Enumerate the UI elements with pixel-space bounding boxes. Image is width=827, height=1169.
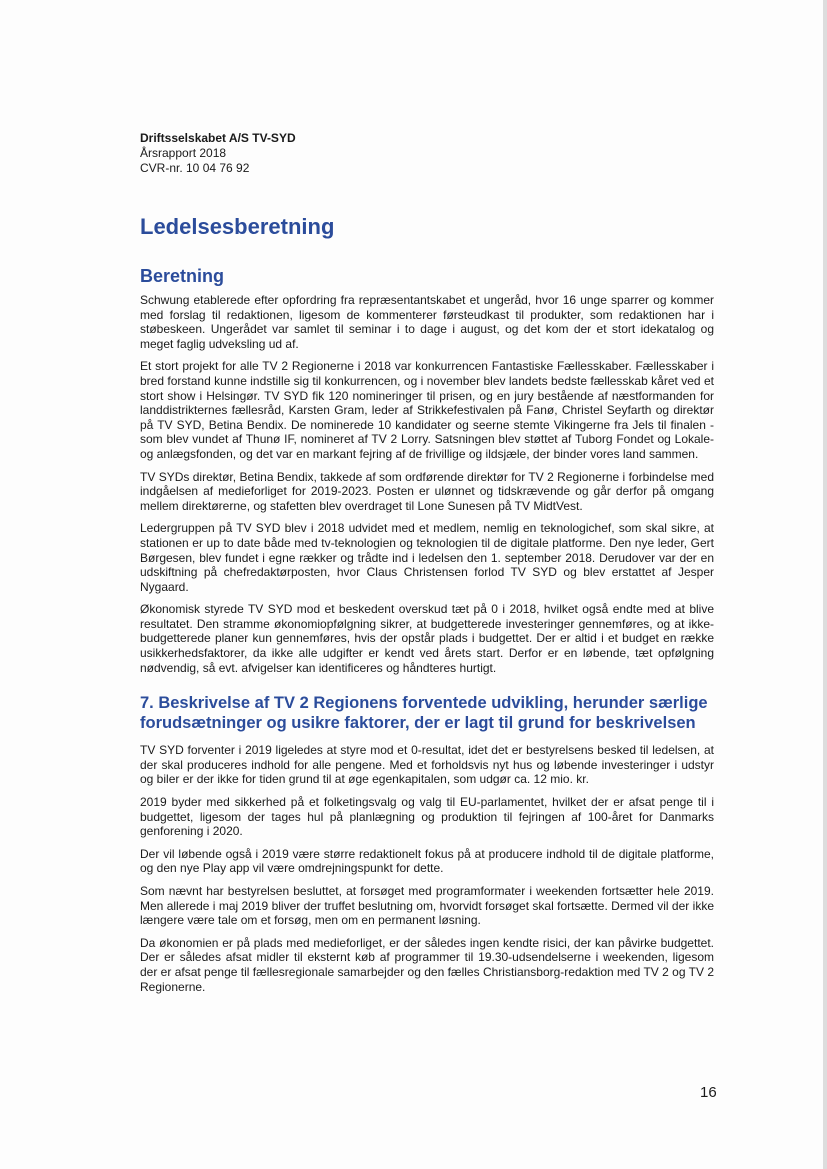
paragraph: Der vil løbende også i 2019 være større redaktionelt fokus på at producere indhold til de digitale platforme, og den nye Play app vil være omdrejningspunkt for dette. [140,846,714,876]
paragraph: TV SYDs direktør, Betina Bendix, takkede af som ordførende direktør for TV 2 Regionerne i forbindelse med indgåelsen af medieforliget for 2019-2023. Posten er ulønnet og tidskrævende og går derfor på omgang mellem direktørerne, og stafetten blev overdraget til Lone Sunesen på TV MidtVest. [140,469,714,513]
paragraph: TV SYD forventer i 2019 ligeledes at styre mod et 0-resultat, idet det er bestyrelsens besked til ledelsen, at der skal produceres indhold for alle pengene. Med et forholdsvis nyt hus og løbende investeringer i udstyr og biler er der ikke for tiden grund til at øge egenkapitalen, som udgør ca. 12 mio. kr. [140,743,714,787]
section-heading-beretning: Beretning [140,266,225,286]
page-content [140,131,714,1002]
document-header [140,131,714,176]
paragraph: 2019 byder med sikkerhed på et folketingsvalg og valg til EU-parlamentet, hvilket der er afsat penge til i budgettet, ligesom der tages hul på planlægning og produktion til fejringen af 100-året for Danmarks genforening i 2020. [140,795,714,839]
page-edge [823,0,827,1169]
paragraph: Som nævnt har bestyrelsen besluttet, at forsøget med programformater i weekenden fortsætter hele 2019. Men allerede i maj 2019 bliver der truffet beslutning om, hvorvidt forsøget skal fortsætte. Dermed vil der ikke længere være tale om et forsøg, men om en permanent løsning. [140,884,714,928]
section-forventet-udvikling-body [140,743,714,994]
cvr-number: CVR-nr. 10 04 76 92 [140,161,250,175]
page-title: Ledelsesberetning [140,214,335,239]
page-number: 16 [700,1084,717,1101]
paragraph: Da økonomien er på plads med medieforliget, er der således ingen kendte risici, der kan påvirke budgettet. Der er således afsat midler til eksternt køb af programmer til 19.30-udsendelserne i weekenden, ligesom der er afsat penge til fællesregionale samarbejder og den fælles Christiansborg-redaktion med TV 2 og TV 2 Regionerne. [140,935,714,994]
section-heading-forventet-udvikling: 7. Beskrivelse af TV 2 Regionens forventede udvikling, herunder særlige forudsætninger og usikre faktorer, der er lagt til grund for beskrivelsen [140,694,708,733]
company-name: Driftsselskabet A/S TV-SYD [140,131,296,145]
paragraph: Et stort projekt for alle TV 2 Regionerne i 2018 var konkurrencen Fantastiske Fællesskaber. Fællesskaber i bred forstand kunne indstille sig til konkurrencen, og i november blev landets bedste fællesskab kåret ved et stort show i Helsingør. TV SYD fik 120 nomineringer til prisen, og en jury bestående af næstformanden for landdistrikternes fællesråd, Karsten Gram, leder af Strikkefestivalen på Fanø, Christel Seyfarth og direktør på TV SYD, Betina Bendix. De nominerede 10 kandidater og seerne stemte Vikingerne fra Jels til finalen - som blev vundet af Thunø IF, nomineret af TV 2 Lorry. Satsningen blev støttet af Tuborg Fondet og Lokale- og anlægsfonden, og det var en markant fejring af de frivillige og ildsjæle, der binder vores land sammen. [140,359,714,461]
paragraph: Økonomisk styrede TV SYD mod et beskedent overskud tæt på 0 i 2018, hvilket også endte med at blive resultatet. Den stramme økonomiopfølgning sikrer, at budgetterede investeringer gennemføres, og at ikke-budgetterede planer kun gennemføres, hvis der opstår plads i budgettet. Der er altid i et budget en række usikkerhedsfaktorer, da ikke alle udgifter er kendt ved årets start. Derfor er en løbende, tæt opfølgning nødvendig, så evt. afvigelser kan identificeres og håndteres hurtigt. [140,602,714,675]
paragraph: Ledergruppen på TV SYD blev i 2018 udvidet med et medlem, nemlig en teknologichef, som skal sikre, at stationen er up to date både med tv-teknologien og teknologien til de digitale platforme. Den nye leder, Gert Børgesen, blev fundet i egne rækker og trådte ind i ledelsen den 1. september 2018. Derudover var der en udskiftning på chefredaktørposten, hvor Claus Christensen forlod TV SYD og blev erstattet af Jesper Nygaard. [140,521,714,594]
paragraph: Schwung etablerede efter opfordring fra repræsentantskabet et ungeråd, hvor 16 unge sparrer og kommer med forslag til redaktionen, ligesom de kommenterer førsteudkast til produkter, som redaktionen har i støbeskeen. Ungerådet var samlet til seminar i to dage i august, og det kom der et stort idekatalog og meget faglig udveksling ud af. [140,293,714,351]
report-title: Årsrapport 2018 [140,146,227,160]
section-beretning-body [140,293,714,675]
